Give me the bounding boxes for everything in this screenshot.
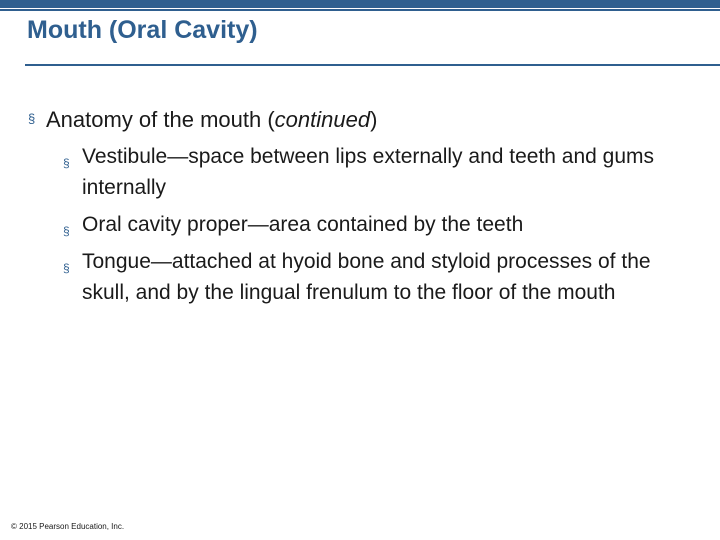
sub-bullet-text: Oral cavity proper—area contained by the teeth	[82, 213, 524, 236]
top-accent-bar	[0, 0, 720, 8]
main-bullet-text-prefix: Anatomy of the mouth (	[46, 107, 275, 132]
copyright-footer: © 2015 Pearson Education, Inc.	[11, 522, 125, 531]
main-bullet	[28, 104, 708, 135]
sub-bullet-text: Tongue—attached at hyoid bone and styloid processes of the skull, and by the lingual frenulum to the floor of the mouth	[82, 250, 651, 304]
top-accent-line	[0, 9, 720, 11]
sub-bullet-list	[63, 141, 703, 314]
sub-bullet-vestibule	[63, 141, 703, 203]
title-underline	[25, 64, 720, 66]
square-bullet-icon: §	[63, 261, 70, 275]
square-bullet-icon: §	[63, 224, 70, 238]
slide-title: Mouth (Oral Cavity)	[27, 16, 258, 44]
square-bullet-icon: §	[63, 156, 70, 170]
main-bullet-text-suffix: )	[370, 107, 378, 132]
sub-bullet-oral-cavity-proper	[63, 209, 703, 240]
square-bullet-icon: §	[28, 111, 36, 126]
sub-bullet-text: Vestibule—space between lips externally and teeth and gums internally	[82, 145, 655, 199]
main-bullet-text-emphasis: continued	[274, 107, 371, 132]
sub-bullet-tongue	[63, 246, 703, 308]
